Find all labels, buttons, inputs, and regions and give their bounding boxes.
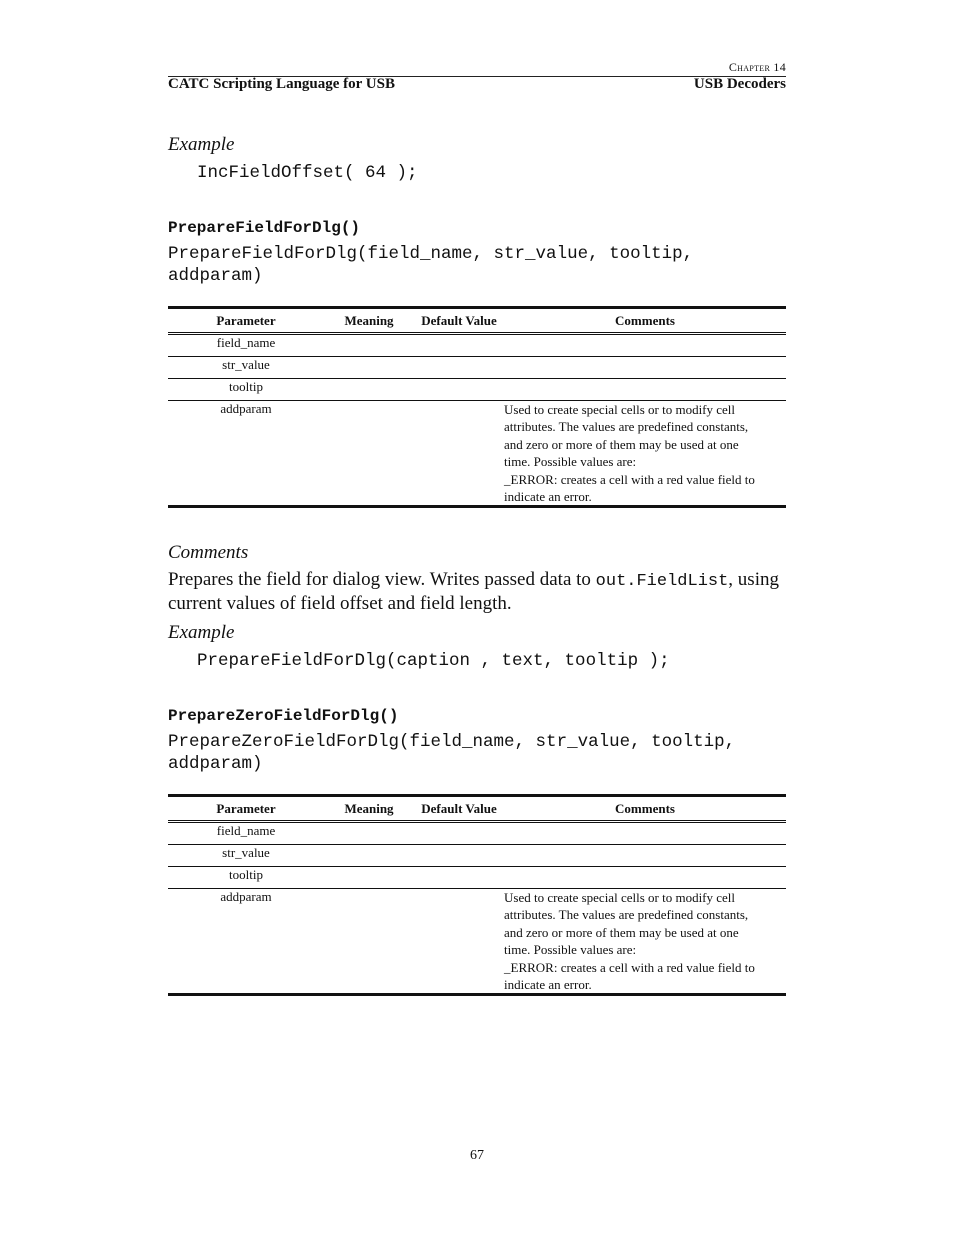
comment-line: attributes. The values are predefined constants, (504, 907, 749, 923)
param-name: field_name (216, 335, 276, 350)
table-row (168, 379, 786, 401)
comments-text: , using current values of field offset and field length. (168, 569, 779, 614)
param-name: tooltip (229, 867, 263, 882)
function-signature-line1: PrepareZeroFieldForDlg(field_name, str_value, tooltip, (168, 732, 736, 752)
function-signature-line1: PrepareFieldForDlg(field_name, str_value, tooltip, (168, 244, 694, 264)
param-name: tooltip (229, 379, 263, 394)
comments-text: Prepares the field for dialog view. Writes passed data to (168, 569, 596, 590)
comment-line: and zero or more of them may be used at one (504, 436, 739, 452)
table-row (168, 845, 786, 867)
function-signature-line2: addparam) (168, 754, 263, 774)
column-header: Comments (615, 800, 675, 816)
table-row (168, 822, 786, 845)
param-comments (504, 401, 786, 507)
comment-line: _ERROR: creates a cell with a red value field to (504, 959, 755, 975)
function-title: PrepareZeroFieldForDlg() (168, 707, 399, 725)
comment-line: attributes. The values are predefined constants, (504, 419, 749, 435)
header-chapter-title: USB Decoders (693, 76, 786, 92)
comment-line: indicate an error. (504, 977, 592, 993)
page-number: 67 (470, 1148, 484, 1163)
column-header: Parameter (216, 312, 276, 328)
comment-line: and zero or more of them may be used at one (504, 924, 739, 940)
example-code: IncFieldOffset( 64 ); (197, 163, 418, 183)
table-row (168, 889, 786, 995)
header-book-title: CATC Scripting Language for USB (168, 76, 395, 92)
comment-line: time. Possible values are: (504, 942, 637, 958)
param-name: str_value (222, 357, 270, 372)
param-comments (504, 889, 786, 995)
table-header-row (168, 796, 786, 822)
function-title: PrepareFieldForDlg() (168, 219, 361, 237)
column-header: Default Value (421, 312, 497, 328)
table-row (168, 401, 786, 507)
column-header: Meaning (344, 312, 394, 328)
comment-line: _ERROR: creates a cell with a red value field to (504, 471, 755, 487)
example-label: Example (168, 134, 235, 155)
comment-line: Used to create special cells or to modify cell (504, 890, 736, 905)
table-row (168, 334, 786, 357)
comment-line: indicate an error. (504, 489, 592, 505)
example-label: Example (168, 622, 235, 643)
table-row (168, 867, 786, 889)
example-code: PrepareFieldForDlg(caption , text, tooltip ); (197, 651, 670, 671)
parameter-table (168, 306, 786, 508)
column-header: Parameter (216, 800, 276, 816)
table-header-row (168, 308, 786, 334)
param-name: addparam (220, 889, 272, 904)
parameter-table (168, 794, 786, 996)
comment-line: Used to create special cells or to modify cell (504, 402, 736, 417)
column-header: Default Value (421, 800, 497, 816)
comments-label: Comments (168, 542, 249, 563)
function-signature-line2: addparam) (168, 266, 263, 286)
comments-paragraph (168, 569, 786, 615)
column-header: Meaning (344, 800, 394, 816)
column-header: Comments (615, 312, 675, 328)
param-name: addparam (220, 401, 272, 416)
chapter-label: Chapter 14 (728, 60, 786, 74)
inline-code: out.FieldList (595, 572, 729, 591)
table-row (168, 357, 786, 379)
param-name: field_name (216, 823, 276, 838)
param-name: str_value (222, 845, 270, 860)
comment-line: time. Possible values are: (504, 454, 637, 470)
